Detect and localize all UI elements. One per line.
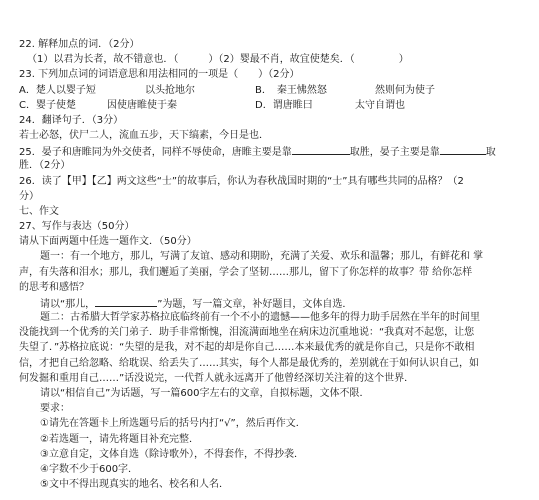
q23-title: 23. 下列加点词的词语意思和用法相同的一项是（ ）（2分） <box>19 69 300 81</box>
q22-line1 <box>27 53 409 67</box>
topic1-line4 <box>40 296 352 312</box>
q25-text-c: 取 <box>485 147 496 159</box>
section-title: 七、作文 <box>19 205 59 217</box>
topic1-prompt-a: 请以“那儿， <box>40 298 96 310</box>
q22-item1-text: （1）以君为长者，故不错意也．（ <box>27 54 179 66</box>
q25-blank-2[interactable] <box>440 144 486 155</box>
q27-instruction: 请从下面两题中任选一题作文．（50分） <box>19 236 197 248</box>
requirement-3: ③立意自定，文体自选（除诗歌外），不得套作，不得抄袭． <box>40 448 304 460</box>
topic2-line1: 题二：古希腊大哲学家苏格拉底临终前有一个不小的遗憾——他多年的得力助手居然在半年的时间里 <box>40 312 480 324</box>
topic2-line2: 没能找到一个优秀的关门弟子．助手非常惭愧，泪流满面地坐在病床边沉重地说：“我真对不起您，让您 <box>19 327 475 339</box>
q23-opt-d-right: 太守自谓也 <box>355 99 405 111</box>
topic1-line3: 的思考和感悟？ <box>19 281 89 293</box>
q22-title: 22. 解释加点的词．（2分） <box>19 39 140 50</box>
topic1-line2: 声，有失落和泪水；那儿，我们邂逅了美丽，学会了坚韧……那儿，留下了你怎样的故事？带 给你怎样 <box>19 266 473 278</box>
q23-opt-d-left: D．谓唐睢曰 <box>255 99 313 111</box>
topic1-title-blank[interactable] <box>95 296 157 307</box>
q23-opt-a-right: 以头抢地尔 <box>145 84 195 96</box>
topic1-line1: 题一：有一个地方，那儿，写满了友谊、感动和期盼，充满了关爱、欢乐和温馨；那儿，有鲜花和 掌 <box>40 251 484 263</box>
q26-line1: 26．读了【甲】【乙】两文这些“士”的故事后，你认为春秋战国时期的“士”具有哪些共同的品格？（2 <box>19 175 464 187</box>
topic2-line5: 何发掘和重用自己……”话没说完，一代哲人就永远离开了他曾经深切关注着的这个世界． <box>19 372 415 384</box>
q25-line2: 胜．（2分） <box>19 160 71 172</box>
requirement-4: ④字数不少于600字． <box>40 463 139 475</box>
q23-opt-a-left: A．楚人以婴子短 <box>19 84 96 96</box>
q27-title: 27、写作与表达（50分） <box>19 221 135 233</box>
q22-item2-text: ）（2）婴最不肖，故宜使楚矣．（ <box>208 54 355 66</box>
q24-title: 24．翻译句子．（3分） <box>19 114 124 126</box>
requirement-1: ①请先在答题卡上所选题号后的括号内打“√”，然后再作文． <box>40 418 306 430</box>
requirement-2: ②若选题一，请先将题目补充完整． <box>40 433 199 445</box>
topic2-line6: 请以“相信自己”为话题，写一篇600字左右的文章，自拟标题，文体不限． <box>40 388 370 399</box>
q23-opt-b-right: 然则何为使子 <box>375 84 435 96</box>
q25-line1 <box>19 144 496 160</box>
requirement-5: ⑤文中不得出现真实的地名、校名和人名． <box>40 479 229 490</box>
q24-sentence: 若士必怒，伏尸二人，流血五步，天下缟素，今日是也． <box>19 130 269 141</box>
q25-blank-1[interactable] <box>292 144 350 155</box>
topic2-line4: 信，才把自己给忽略、给耽误、给丢失了……其实，每个人都是最优秀的，差别就在于如何认识自己，如 <box>19 357 479 369</box>
q26-line2: 分） <box>19 190 39 202</box>
requirements-title: 要求： <box>40 403 70 415</box>
q23-opt-c-left: C．婴子使楚 <box>19 99 76 111</box>
q25-text-b: 取胜，晏子主要是靠 <box>349 147 440 159</box>
q23-opt-c-right: 因使唐睢使于秦 <box>107 99 177 111</box>
q22-item2-close: ） <box>398 54 409 66</box>
q25-text-a: 25．晏子和唐睢同为外交使者，同样不辱使命，唐睢主要是靠 <box>19 147 292 159</box>
q23-opt-b-left: B． 秦王怫然怒 <box>255 84 327 96</box>
topic1-prompt-b: ”为题，写一篇文章，补好题目，文体自选． <box>157 298 353 310</box>
topic2-line3: 失望了．”苏格拉底说：“失望的是我，对不起的却是你自己……本来最优秀的就是你自己，只是你不敢相 <box>19 342 475 354</box>
